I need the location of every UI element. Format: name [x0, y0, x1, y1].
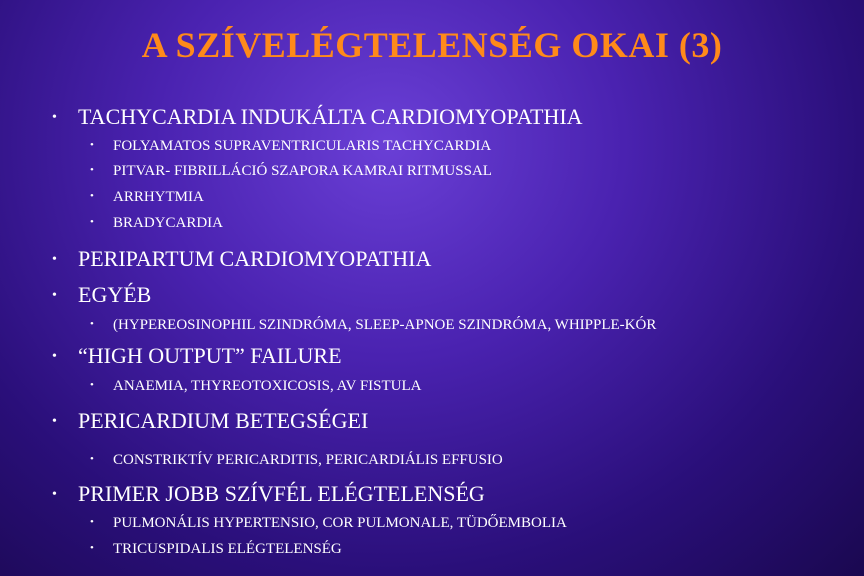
- bullet-dot-icon: •: [90, 216, 94, 228]
- sub-bullet: [90, 452, 503, 469]
- bullet-pericardium: [52, 408, 368, 434]
- sub-bullet-text: TRICUSPIDALIS ELÉGTELENSÉG: [113, 541, 342, 557]
- slide-title: A SZÍVELÉGTELENSÉG OKAI (3): [141, 25, 723, 65]
- bullet-text: EGYÉB: [78, 282, 152, 307]
- sub-bullet: [90, 215, 223, 232]
- bullet-text: “HIGH OUTPUT” FAILURE: [78, 343, 342, 368]
- bullet-dot-icon: •: [52, 487, 57, 502]
- bullet-dot-icon: •: [90, 164, 94, 176]
- bullet-primer-jobb: [52, 481, 485, 507]
- sub-bullet-text: FOLYAMATOS SUPRAVENTRICULARIS TACHYCARDIA: [113, 138, 492, 154]
- sub-bullet-text: ARRHYTMIA: [113, 189, 204, 205]
- bullet-dot-icon: •: [90, 542, 94, 554]
- bullet-text: TACHYCARDIA INDUKÁLTA CARDIOMYOPATHIA: [78, 104, 583, 129]
- bullet-dot-icon: •: [90, 318, 94, 330]
- bullet-dot-icon: •: [52, 110, 57, 125]
- bullet-dot-icon: •: [90, 516, 94, 528]
- bullet-peripartum: [52, 246, 431, 272]
- sub-bullet: [90, 541, 342, 558]
- sub-bullet: [90, 163, 492, 180]
- sub-bullet: [90, 138, 491, 155]
- sub-bullet-text: CONSTRIKTÍV PERICARDITIS, PERICARDIÁLIS EFFUSIO: [113, 452, 503, 468]
- sub-bullet-text: PULMONÁLIS HYPERTENSIO, COR PULMONALE, TÜDŐEMBOLIA: [113, 515, 567, 531]
- bullet-text: PERIPARTUM CARDIOMYOPATHIA: [78, 246, 432, 271]
- bullet-dot-icon: •: [90, 379, 94, 391]
- bullet-egyeb: [52, 282, 151, 308]
- bullet-dot-icon: •: [90, 190, 94, 202]
- bullet-dot-icon: •: [52, 349, 57, 364]
- sub-bullet: [90, 378, 422, 395]
- sub-bullet-text: PITVAR- FIBRILLÁCIÓ SZAPORA KAMRAI RITMUSSAL: [113, 163, 492, 179]
- sub-bullet: [90, 515, 567, 532]
- sub-bullet-text: (HYPEREOSINOPHIL SZINDRÓMA, SLEEP-APNOE SZINDRÓMA, WHIPPLE-KÓR: [113, 317, 657, 333]
- sub-bullet-text: ANAEMIA, THYREOTOXICOSIS, AV FISTULA: [113, 378, 422, 394]
- bullet-text: PRIMER JOBB SZÍVFÉL ELÉGTELENSÉG: [78, 481, 485, 506]
- bullet-dot-icon: •: [52, 288, 57, 303]
- sub-bullet-text: BRADYCARDIA: [113, 215, 224, 231]
- bullet-text: PERICARDIUM BETEGSÉGEI: [78, 408, 369, 433]
- bullet-high-output: [52, 343, 342, 369]
- bullet-dot-icon: •: [52, 414, 57, 429]
- sub-bullet: [90, 189, 204, 206]
- bullet-dot-icon: •: [52, 252, 57, 267]
- bullet-tachycardia: [52, 104, 583, 130]
- bullet-dot-icon: •: [90, 453, 94, 465]
- sub-bullet: [90, 317, 656, 334]
- bullet-dot-icon: •: [90, 139, 94, 151]
